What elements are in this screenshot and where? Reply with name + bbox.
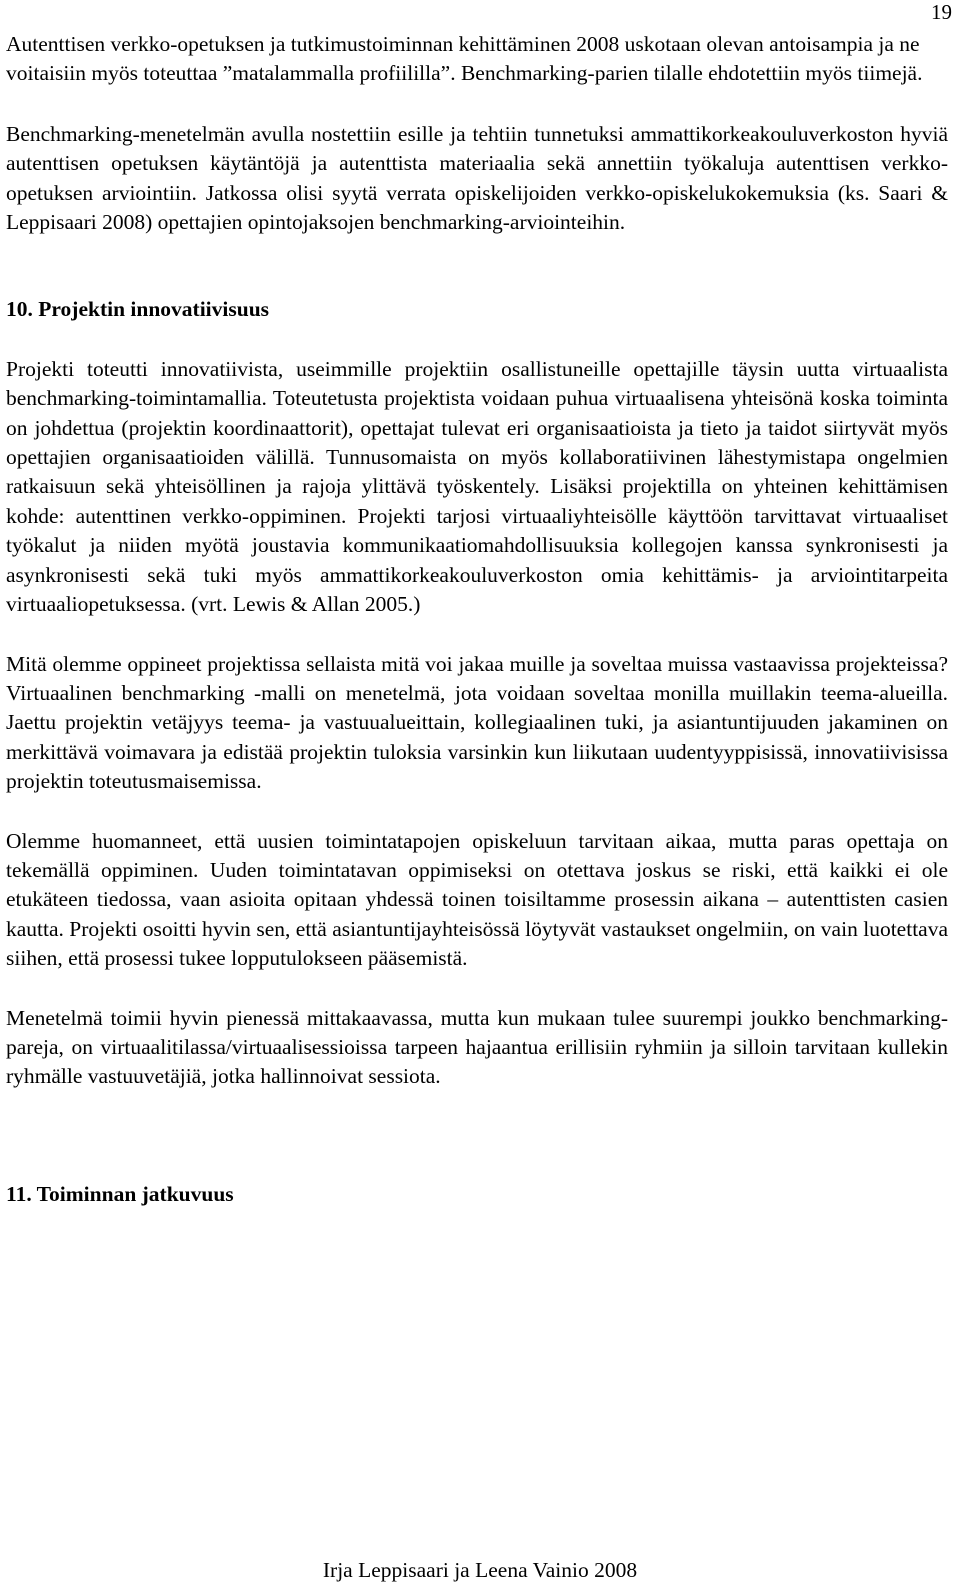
innovation-paragraph: Projekti toteutti innovatiivista, useimmille projektiin osallistuneille opettajille täysin uutta virtuaalista benchmarking-toimintamallia. Toteutetusta projektista voidaan puhua virtuaalisena yhteisönä koska toiminta on johdettua (projektin koordinaattorit), opettajat tulevat eri organisaatioista ja tieto ja taidot siirtyvät myös opettajien organisaatioiden välillä. Tunnusomaista on myös kollaboratiivinen lähestymistapa ongelmien ratkaisuun sekä yhteisöllinen ja rajoja ylittävä työskentely. Lisäksi projektilla on yhteinen kehittämisen kohde: autenttinen verkko-oppiminen. Projekti tarjosi virtuaaliyhteisölle käyttöön tarvittavat virtuaaliset työkalut ja niiden myötä joustavia kommunikaatiomahdollisuuksia kollegojen kanssa synkronisesti ja asynkronisesti sekä tuki myös ammattikorkeakouluverkoston omia kehittämis- ja arviointitarpeita virtuaaliopetuksessa. (vrt. Lewis & Allan 2005.) xyxy=(6,356,948,617)
benchmarking-paragraph: Benchmarking-menetelmän avulla nostettiin esille ja tehtiin tunnetuksi ammattikorkeakouluverkoston hyviä autenttisen opetuksen käytäntöjä ja autenttista materiaalia sekä annettiin työkaluja autenttisen verkko-opetuksen arviointiin. Jatkossa olisi syytä verrata opiskelijoiden verkko-opiskelukokemuksia (ks. Saari & Leppisaari 2008) opettajien opintojaksojen benchmarking-arviointeihin. xyxy=(6,121,948,235)
section-heading-innovation: 10. Projektin innovatiivisuus xyxy=(6,297,270,322)
lessons-learned-paragraph: Mitä olemme oppineet projektissa sellaista mitä voi jakaa muille ja soveltaa muissa vastaavissa projekteissa? Virtuaalinen benchmarking -malli on menetelmä, jota voidaan soveltaa monilla muillakin teema-alueilla. Jaettu projektin vetäjyys teema- ja vastuualueittain, kollegiaalinen tuki, ja asiantuntijuuden jakaminen on merkittävä voimavara ja edistää projektin tuloksia varsinkin kun liikutaan uudentyyppisissä, innovatiivisissa projektin toteutusmaisemissa. xyxy=(6,651,948,794)
section-heading-continuity: 11. Toiminnan jatkuvuus xyxy=(6,1181,234,1206)
method-scaling-paragraph: Menetelmä toimii hyvin pienessä mittakaavassa, mutta kun mukaan tulee suurempi joukko benchmarking-pareja, on virtuaalitilassa/virtuaalisessioissa tarpeen hajaantua erillisiin ryhmiin ja silloin tarvitaan kullekin ryhmälle vastuuvetäjiä, jotka hallinnoivat sessiota. xyxy=(6,1005,948,1089)
page-footer xyxy=(0,1557,960,1583)
page-number: 19 xyxy=(931,0,952,24)
observations-paragraph: Olemme huomanneet, että uusien toimintatapojen opiskeluun tarvitaan aikaa, mutta paras opettaja on tekemällä oppiminen. Uuden toimintatavan oppimiseksi on otettava joskus se riski, että kaikki ei ole etukäteen tiedossa, vaan asioita opitaan yhdessä toinen toisiltamme prosessin aikana – autenttisten casien kautta. Projekti osoitti hyvin sen, että asiantuntijayhteisössä löytyvät vastaukset ongelmiin, on vain luotettava siihen, että prosessi tukee lopputulokseen pääsemistä. xyxy=(6,828,948,971)
intro-paragraph: Autenttisen verkko-opetuksen ja tutkimustoiminnan kehittäminen 2008 uskotaan olevan antoisampia ja ne voitaisiin myös toteuttaa ”matalammalla profiililla”. Benchmarking-parien tilalle ehdotettiin myös tiimejä. xyxy=(6,32,923,86)
document-body xyxy=(6,30,948,1209)
footer-authors: Irja Leppisaari ja Leena Vainio 2008 xyxy=(322,1558,638,1582)
